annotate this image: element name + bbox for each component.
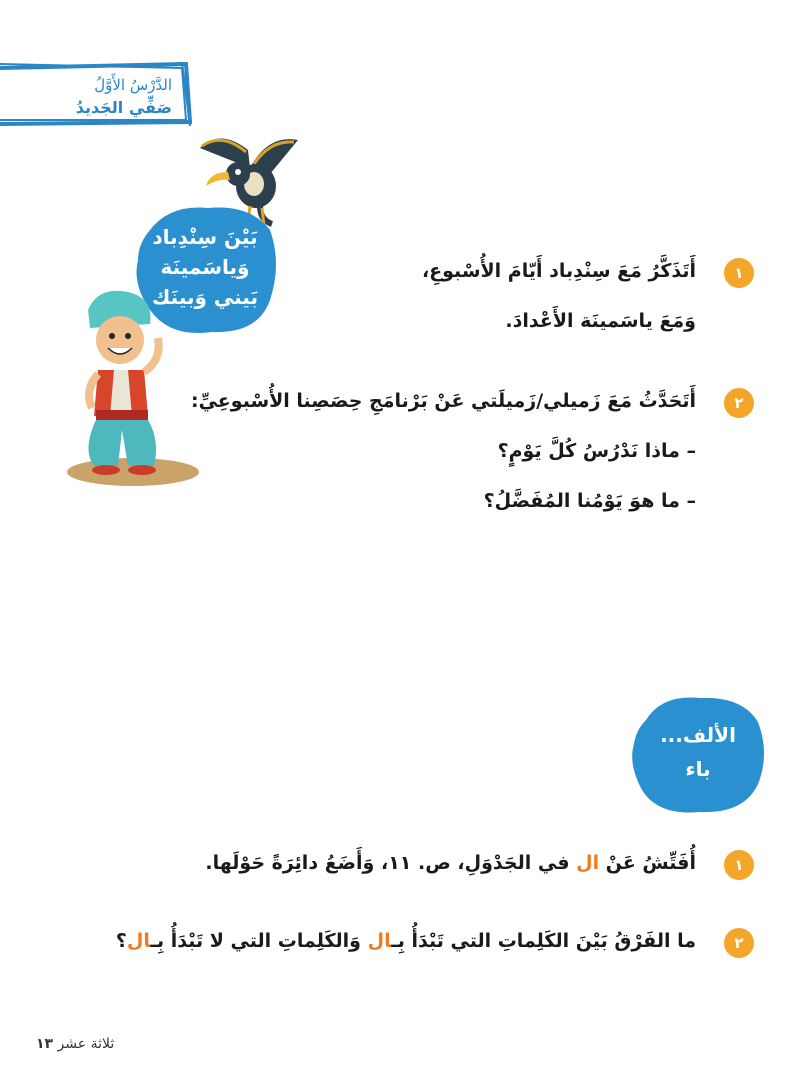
item-number-badge: ١ [724, 850, 754, 880]
lesson-header [0, 62, 192, 126]
page-word: ثلاثة عشر [57, 1036, 115, 1052]
text-segment: ما الفَرْقُ بَيْنَ الكَلِماتِ التي تَبْدَأُ بِـ [391, 930, 696, 952]
text-segment: أُفَتِّشُ عَنْ [599, 852, 696, 874]
text-segment: وَالكَلِماتِ التي لا تَبْدَأُ بِـ [150, 930, 368, 952]
section1-title-line: بَيني وَبينَك [152, 285, 258, 309]
exercise-text: أَتَذَكَّرُ مَعَ سِنْدِباد أَيّامَ الأُسْبوعِ، [421, 260, 696, 282]
exercise-text [205, 852, 696, 874]
text-segment: في الجَدْوَلِ، ص. ١١، وَأَضَعُ دائِرَةً حَوْلَها. [205, 852, 577, 874]
section1-title-line: وَياسَمينَة [160, 255, 250, 279]
item-number-badge: ٢ [724, 928, 754, 958]
exercise-text: وَمَعَ ياسَمينَة الأَعْدادَ. [505, 310, 696, 332]
section2-title-line: باء [685, 757, 711, 781]
section2-title-line: الألف... [660, 723, 736, 747]
section1-title-line: بَيْنَ سِنْدِباد [152, 225, 258, 249]
exercise-question: – ما هوَ يَوْمُنا المُفَضَّلُ؟ [483, 490, 696, 512]
lesson-title: صَفِّي الجَديدُ [75, 98, 172, 117]
exercise-question: – ماذا نَدْرُسُ كُلَّ يَوْمٍ؟ [497, 440, 696, 462]
highlighted-letters: ال [367, 930, 392, 952]
exercise-text [116, 930, 696, 952]
text-segment: ؟ [115, 930, 127, 952]
highlighted-letters: ال [126, 930, 151, 952]
page-number: ١٣ [36, 1036, 54, 1052]
lesson-number: الدَّرْسُ الأَوَّلُ [94, 76, 172, 94]
section2-title [628, 718, 768, 786]
page-footer [36, 1036, 114, 1052]
exercise-text: أَتَحَدَّثُ مَعَ زَميلي/زَميلَتي عَنْ بَرْنامَجِ حِصَصِنا الأُسْبوعِيِّ: [190, 390, 696, 412]
boy-illustration [58, 290, 208, 490]
item-number-badge: ٢ [724, 388, 754, 418]
highlighted-letters: ال [576, 852, 600, 874]
item-number-badge: ١ [724, 258, 754, 288]
